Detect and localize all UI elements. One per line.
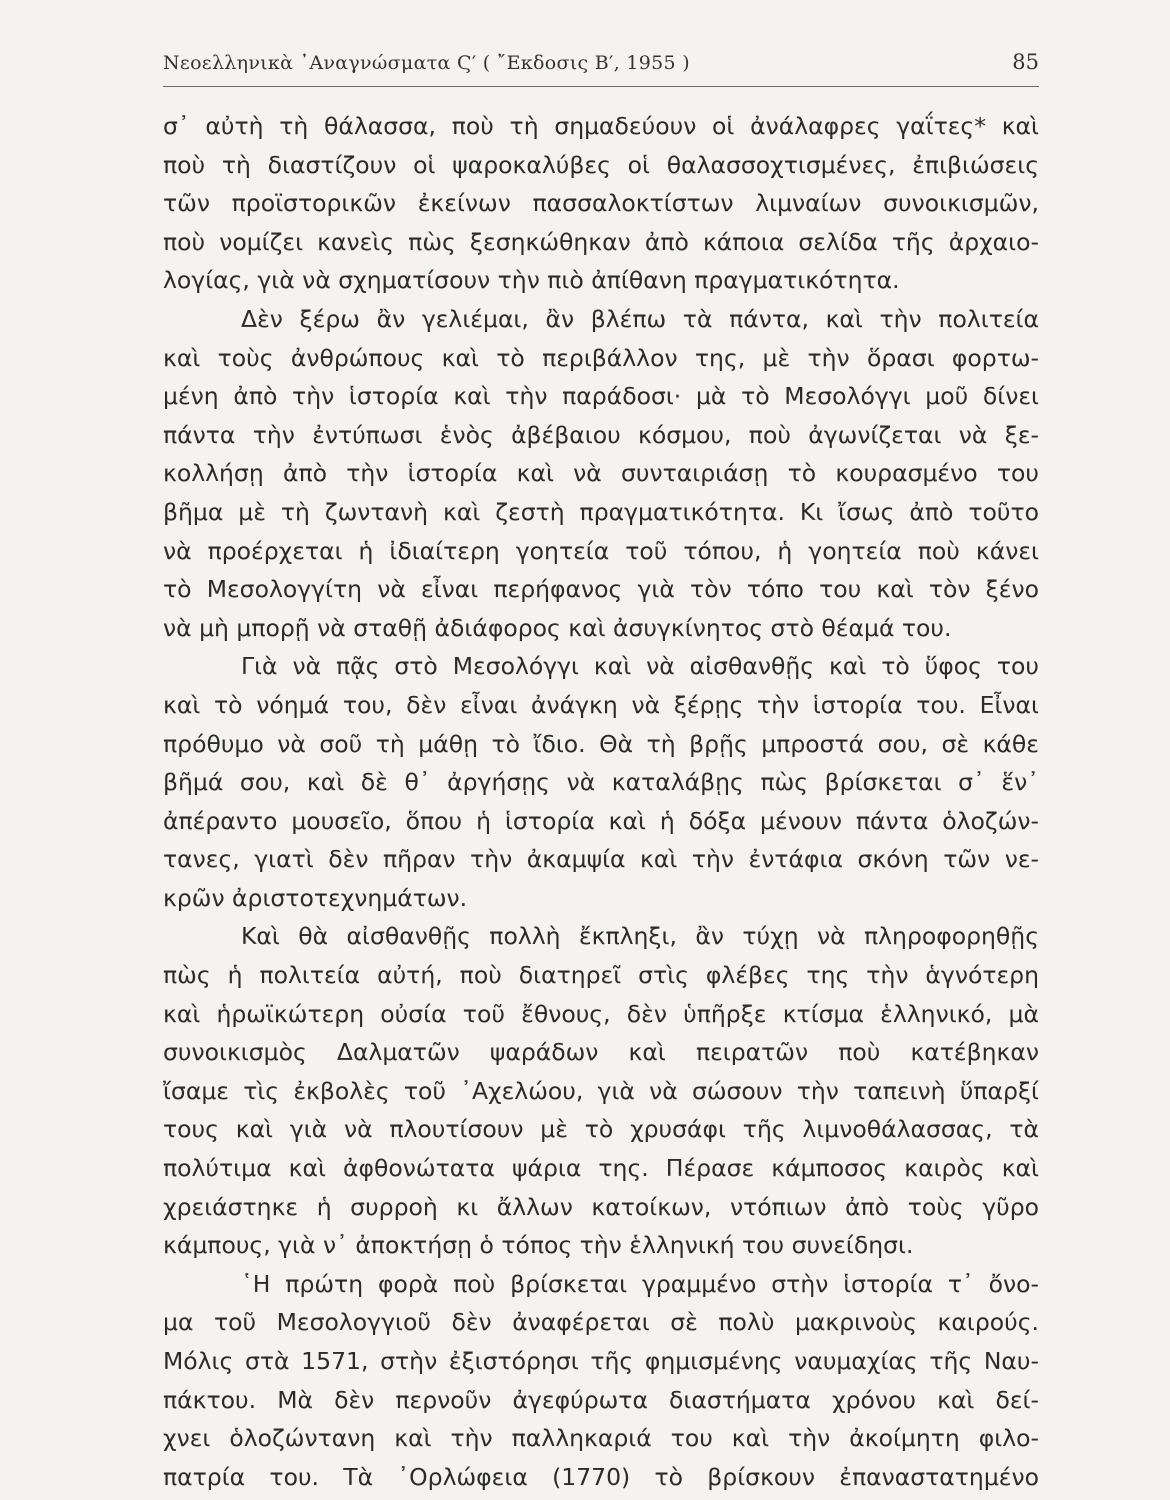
text-line: Καὶ θὰ αἰσθανθῇς πολλὴ ἔκπληξι, ἂν τύχῃ νὰ πληροφορηθῇς [241,922,1039,951]
text-line: πάκτου. Μὰ δὲν περνοῦν ἀγεφύρωτα διαστήματα χρόνου καὶ δεί- [163,1385,1039,1414]
text-line: ποὺ τὴ διαστίζουν οἱ ψαροκαλύβες οἱ θαλασσοχτισμένες, ἐπιβιώσεις [163,150,1039,179]
page-number: 85 [1012,50,1039,74]
paragraph [163,1265,1039,1497]
text-line: τὸ Μεσολογγίτη νὰ εἶναι περήφανος γιὰ τὸν τόπο του καὶ τὸν ξένο [163,575,1039,604]
text-line: ποὺ νομίζει κανεὶς πὼς ξεσηκώθηκαν ἀπὸ κάποια σελίδα τῆς ἀρχαιο- [163,227,1039,256]
header-title: Νεοελληνικὰ ᾿Αναγνώσματα Ϛ′ ( ῎Εκδοσις Β′, 1955 ) [163,52,690,74]
text-line: Γιὰ νὰ πᾷς στὸ Μεσολόγγι καὶ νὰ αἰσθανθῇς καὶ τὸ ὕφος του [241,652,1039,681]
body-text [163,107,1039,1496]
text-line: νὰ μὴ μπορῇ νὰ σταθῇ ἀδιάφορος καὶ ἀσυγκίνητος στὸ θέαμά του. [163,613,952,642]
text-line: κάμπους, γιὰ ν᾿ ἀποκτήσῃ ὁ τόπος τὴν ἑλληνική του συνείδησι. [163,1231,914,1260]
text-line: συνοικισμὸς Δαλματῶν ψαράδων καὶ πειρατῶν ποὺ κατέβηκαν [163,1038,1039,1067]
text-line: κρῶν ἀριστοτεχνημάτων. [163,883,468,912]
text-line: κολλήσῃ ἀπὸ τὴν ἱστορία καὶ νὰ συνταιριάσῃ τὸ κουρασμένο του [163,459,1039,488]
paragraph [163,300,1039,647]
text-line: σ᾿ αὐτὴ τὴ θάλασσα, ποὺ τὴ σημαδεύουν οἱ ἀνάλαφρες γαΐτες* καὶ [163,112,1039,140]
text-line: καὶ ἡρωϊκώτερη οὐσία τοῦ ἔθνους, δὲν ὑπῆρξε κτίσμα ἑλληνικό, μὰ [163,999,1039,1028]
text-line: πρόθυμο νὰ σοῦ τὴ μάθῃ τὸ ἴδιο. Θὰ τὴ βρῇς μπροστά σου, σὲ κάθε [163,729,1039,758]
text-line: Δὲν ξέρω ἂν γελιέμαι, ἂν βλέπω τὰ πάντα, καὶ τὴν πολιτεία [241,304,1039,333]
text-line: μένη ἀπὸ τὴν ἱστορία καὶ τὴν παράδοσι· μὰ τὸ Μεσολόγγι μοῦ δίνει [163,382,1039,411]
text-line: καὶ τὸ νόημά του, δὲν εἶναι ἀνάγκη νὰ ξέρῃς τὴν ἱστορία του. Εἶναι [163,690,1039,719]
text-line: τῶν προϊστορικῶν ἐκείνων πασσαλοκτίστων λιμναίων συνοικισμῶν, [163,189,1039,218]
text-line: βῆμά σου, καὶ δὲ θ᾿ ἀργήσῃς νὰ καταλάβῃς πὼς βρίσκεται σ᾿ ἕν᾿ [163,768,1039,797]
text-line: καὶ τοὺς ἀνθρώπους καὶ τὸ περιβάλλον της, μὲ τὴν ὅρασι φορτω- [163,343,1039,372]
text-line: πατρία του. Τὰ ᾿Ορλώφεια (1770) τὸ βρίσκουν ἐπαναστατημένο [163,1462,1039,1491]
text-line: πάντα τὴν ἐντύπωσι ἑνὸς ἀβέβαιου κόσμου, ποὺ ἀγωνίζεται νὰ ξε- [163,420,1039,449]
text-line: πολύτιμα καὶ ἀφθονώτατα ψάρια της. Πέρασε κάμποσος καιρὸς καὶ [163,1154,1039,1183]
text-line: χνει ὁλοζώντανη καὶ τὴν παλληκαριά του καὶ τὴν ἀκοίμητη φιλο- [163,1424,1039,1453]
text-line: μα τοῦ Μεσολογγιοῦ δὲν ἀναφέρεται σὲ πολὺ μακρινοὺς καιρούς. [163,1308,1039,1337]
text-line: χρειάστηκε ἡ συρροὴ κι ἄλλων κατοίκων, ντόπιων ἀπὸ τοὺς γῦρο [163,1192,1039,1221]
text-line: βῆμα μὲ τὴ ζωντανὴ καὶ ζεστὴ πραγματικότητα. Κι ἴσως ἀπὸ τοῦτο [163,497,1039,526]
text-line: ἴσαμε τὶς ἐκβολὲς τοῦ ᾿Αχελώου, γιὰ νὰ σώσουν τὴν ταπεινὴ ὕπαρξί [163,1076,1039,1105]
text-line: λογίας, γιὰ νὰ σχηματίσουν τὴν πιὸ ἀπίθανη πραγματικότητα. [163,266,900,295]
text-line: τους καὶ γιὰ νὰ πλουτίσουν μὲ τὸ χρυσάφι τῆς λιμνοθάλασσας, τὰ [163,1115,1039,1144]
paragraph [163,917,1039,1264]
paragraph [163,107,1039,300]
text-line: ἀπέραντο μουσεῖο, ὅπου ἡ ἱστορία καὶ ἡ δόξα μένουν πάντα ὁλοζών- [163,806,1039,835]
running-header [163,50,1039,87]
text-line: νὰ προέρχεται ἡ ἰδιαίτερη γοητεία τοῦ τόπου, ἡ γοητεία ποὺ κάνει [163,536,1039,565]
text-line: πὼς ἡ πολιτεία αὐτή, ποὺ διατηρεῖ στὶς φλέβες της τὴν ἁγνότερη [163,961,1039,990]
paragraph [163,647,1039,917]
text-line: ῾Η πρώτη φορὰ ποὺ βρίσκεται γραμμένο στὴν ἱστορία τ᾿ ὄνο- [241,1269,1039,1298]
text-line: Μόλις στὰ 1571, στὴν ἐξιστόρησι τῆς φημισμένης ναυμαχίας τῆς Ναυ- [163,1347,1039,1375]
text-line: τανες, γιατὶ δὲν πῆραν τὴν ἀκαμψία καὶ τὴν ἐντάφια σκόνη τῶν νε- [163,845,1039,874]
